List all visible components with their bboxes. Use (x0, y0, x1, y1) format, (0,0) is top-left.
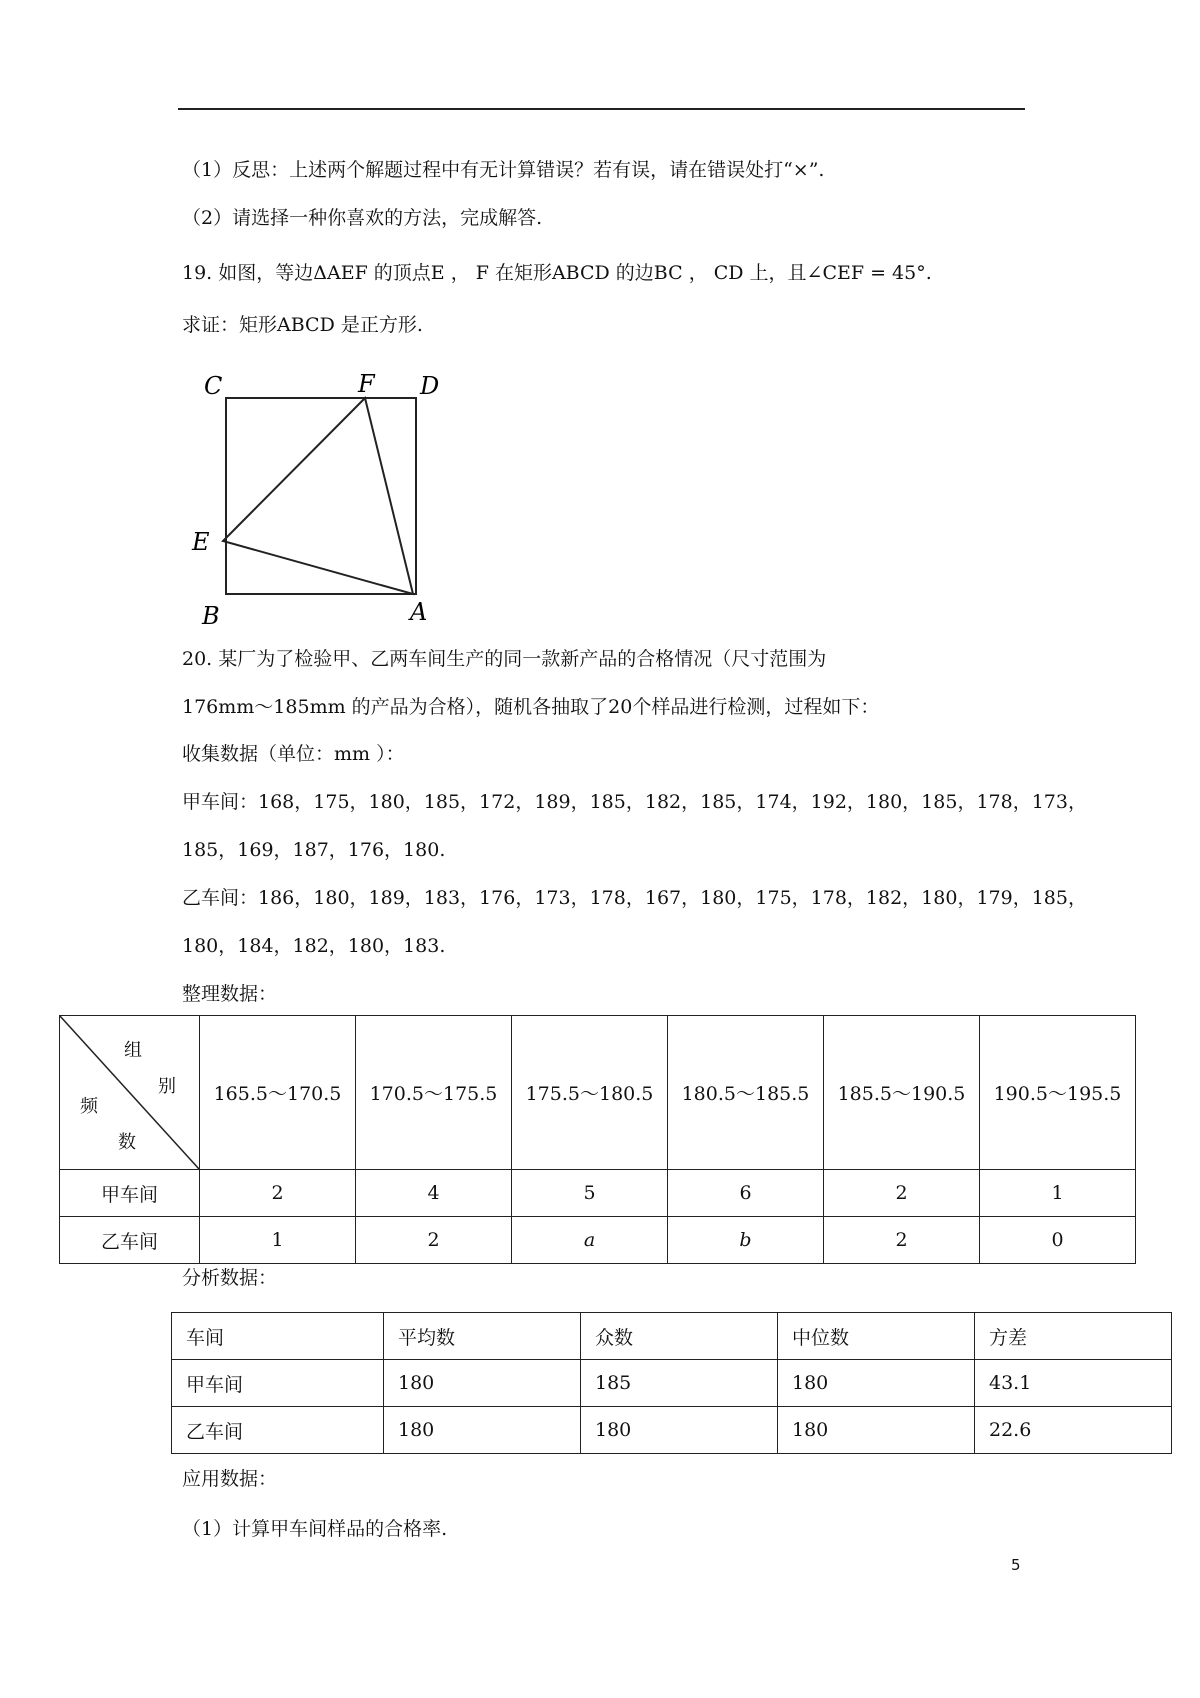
table-cell: 180 (384, 1360, 581, 1407)
table-row (172, 1313, 1172, 1360)
table-row (60, 1170, 1136, 1217)
organize-data-heading: 整理数据： (182, 983, 278, 1005)
column-header: 180.5～185.5 (668, 1016, 824, 1170)
question-choose-method: （2）请选择一种你喜欢的方法，完成解答. (182, 207, 543, 229)
apply-data-heading: 应用数据： (182, 1468, 278, 1490)
collect-data-heading: 收集数据（单位：mm ）： (182, 743, 405, 765)
table-cell: 185 (581, 1360, 778, 1407)
column-header: 165.5～170.5 (200, 1016, 356, 1170)
jia-data-line-2: 185，169，187，176，180. (182, 839, 446, 861)
row-label: 乙车间 (60, 1217, 200, 1264)
table-cell: 2 (824, 1217, 980, 1264)
column-header: 平均数 (384, 1313, 581, 1360)
analysis-table (171, 1312, 1172, 1454)
table-row (172, 1407, 1172, 1454)
column-header: 方差 (975, 1313, 1172, 1360)
table-cell: 2 (200, 1170, 356, 1217)
header-diagonal-cell (60, 1016, 200, 1170)
label-b: B (202, 602, 220, 628)
question-reflect: （1）反思：上述两个解题过程中有无计算错误？若有误，请在错误处打“×”. (182, 159, 825, 181)
table-cell: 1 (200, 1217, 356, 1264)
label-c: C (204, 372, 223, 400)
analyze-data-heading: 分析数据： (182, 1267, 278, 1289)
diag-label-top: 组 (124, 1040, 142, 1061)
question-19-prove: 求证：矩形ABCD 是正方形. (182, 314, 423, 336)
table-cell: 4 (356, 1170, 512, 1217)
table-cell: b (668, 1217, 824, 1264)
column-header: 175.5～180.5 (512, 1016, 668, 1170)
table-cell: 2 (824, 1170, 980, 1217)
label-d: D (420, 372, 440, 400)
triangle-aef (223, 398, 413, 594)
row-label: 甲车间 (172, 1360, 384, 1407)
table-cell: 22.6 (975, 1407, 1172, 1454)
table-cell: 1 (980, 1170, 1136, 1217)
table-cell: 180 (384, 1407, 581, 1454)
table-cell: 0 (980, 1217, 1136, 1264)
header-rule (178, 108, 1025, 110)
question-20-line-2: 176mm～185mm 的产品为合格），随机各抽取了20个样品进行检测，过程如下： (182, 696, 880, 718)
table-cell: 2 (356, 1217, 512, 1264)
table-row (172, 1360, 1172, 1407)
table-cell: 180 (581, 1407, 778, 1454)
question-apply-1: （1）计算甲车间样品的合格率. (182, 1518, 448, 1540)
label-a: A (410, 598, 428, 626)
rectangle-abcd (226, 398, 416, 594)
page-number: 5 (1011, 1556, 1021, 1574)
jia-data-line-1: 甲车间：168，175，180，185，172，189，185，182，185，174，192，180，185，178，173， (182, 791, 1087, 813)
column-header: 190.5～195.5 (980, 1016, 1136, 1170)
row-label: 甲车间 (60, 1170, 200, 1217)
table-cell: 43.1 (975, 1360, 1172, 1407)
column-header: 众数 (581, 1313, 778, 1360)
row-label: 乙车间 (172, 1407, 384, 1454)
yi-data-line-1: 乙车间：186，180，189，183，176，173，178，167，180，175，178，182，180，179，185， (182, 887, 1087, 909)
column-header: 中位数 (778, 1313, 975, 1360)
diag-label-left: 频 (80, 1096, 98, 1117)
question-20-line-1: 20. 某厂为了检验甲、乙两车间生产的同一款新产品的合格情况（尺寸范围为 (182, 648, 827, 670)
column-header: 185.5～190.5 (824, 1016, 980, 1170)
diag-label-bottom: 数 (118, 1132, 136, 1153)
table-cell: 180 (778, 1407, 975, 1454)
table-cell: 5 (512, 1170, 668, 1217)
column-header: 170.5～175.5 (356, 1016, 512, 1170)
table-cell: a (512, 1217, 668, 1264)
diag-label-right: 别 (158, 1076, 176, 1097)
table-cell: 6 (668, 1170, 824, 1217)
table-row (60, 1217, 1136, 1264)
label-e: E (192, 528, 210, 556)
label-f: F (358, 370, 375, 398)
table-cell: 180 (778, 1360, 975, 1407)
frequency-table (59, 1015, 1136, 1264)
question-19: 19. 如图，等边ΔAEF 的顶点E ， F 在矩形ABCD 的边BC ， CD 上，且∠CEF = 45°. (182, 262, 932, 284)
square-figure (186, 368, 456, 632)
column-header: 车间 (172, 1313, 384, 1360)
geometry-diagram (186, 368, 456, 628)
yi-data-line-2: 180，184，182，180，183. (182, 935, 446, 957)
